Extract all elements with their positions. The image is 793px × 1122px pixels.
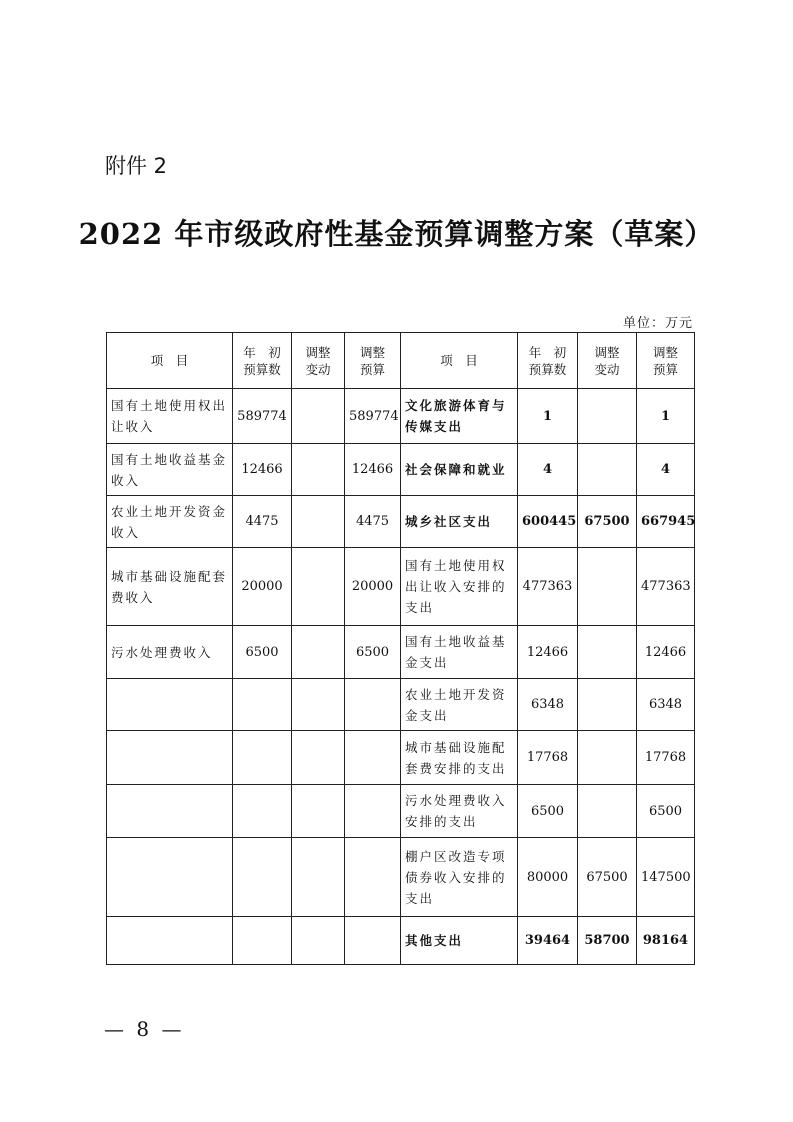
- expense-initial: 39464: [518, 917, 578, 965]
- header-change2-line1: 调整: [594, 344, 620, 360]
- table-row: [107, 548, 695, 626]
- expense-item: 国有土地使用权出让收入安排的支出: [401, 548, 518, 626]
- revenue-item: 国有土地收益基金收入: [107, 444, 233, 496]
- page-title: 2022 年市级政府性基金预算调整方案（草案）: [78, 217, 715, 251]
- revenue-item: 农业土地开发资金收入: [107, 496, 233, 548]
- budget-table: [106, 332, 695, 965]
- revenue-adjusted: 6500: [345, 626, 401, 679]
- expense-adjusted: 6500: [637, 785, 695, 838]
- revenue-initial: [233, 917, 292, 965]
- revenue-change: [292, 917, 345, 965]
- expense-initial: 80000: [518, 838, 578, 917]
- expense-item: 污水处理费收入安排的支出: [401, 785, 518, 838]
- revenue-item: [107, 838, 233, 917]
- revenue-change: [292, 496, 345, 548]
- header-adjusted2: [637, 333, 695, 389]
- expense-initial: 17768: [518, 731, 578, 785]
- expense-change: 58700: [578, 917, 637, 965]
- header-adjusted-line2: 预算: [359, 361, 385, 377]
- expense-item: 其他支出: [401, 917, 518, 965]
- expense-initial: 4: [518, 444, 578, 496]
- revenue-adjusted: [345, 917, 401, 965]
- expense-adjusted: 667945: [637, 496, 695, 548]
- expense-initial: 12466: [518, 626, 578, 679]
- header-initial-line2: 预算数: [243, 361, 281, 377]
- header-initial2-line2: 预算数: [528, 361, 567, 377]
- table-header-row: [107, 333, 695, 389]
- expense-change: [578, 626, 637, 679]
- attachment-label: 附件 2: [105, 154, 168, 178]
- revenue-change: [292, 731, 345, 785]
- revenue-adjusted: 4475: [345, 496, 401, 548]
- header-item2: 项 目: [401, 333, 518, 389]
- revenue-change: [292, 548, 345, 626]
- expense-adjusted: 477363: [637, 548, 695, 626]
- expense-initial: 477363: [518, 548, 578, 626]
- expense-change: [578, 444, 637, 496]
- header-adjusted: [345, 333, 401, 389]
- expense-item: 棚户区改造专项债券收入安排的支出: [401, 838, 518, 917]
- revenue-adjusted: [345, 785, 401, 838]
- revenue-initial: 12466: [233, 444, 292, 496]
- table-row: [107, 389, 695, 444]
- expense-item: 城乡社区支出: [401, 496, 518, 548]
- revenue-change: [292, 389, 345, 444]
- table-row: [107, 679, 695, 731]
- revenue-adjusted: 12466: [345, 444, 401, 496]
- expense-adjusted: 12466: [637, 626, 695, 679]
- table-row: [107, 785, 695, 838]
- page-number: — 8 —: [104, 1017, 185, 1041]
- header-adjusted-line1: 调整: [359, 344, 385, 360]
- header-item: 项 目: [107, 333, 233, 389]
- expense-change: [578, 389, 637, 444]
- expense-initial: 600445: [518, 496, 578, 548]
- table-row: [107, 731, 695, 785]
- expense-change: 67500: [578, 838, 637, 917]
- expense-adjusted: 147500: [637, 838, 695, 917]
- header-adjusted2-line2: 预算: [652, 361, 678, 377]
- expense-change: [578, 731, 637, 785]
- expense-adjusted: 17768: [637, 731, 695, 785]
- revenue-initial: 589774: [233, 389, 292, 444]
- revenue-item: [107, 731, 233, 785]
- revenue-change: [292, 444, 345, 496]
- header-initial: [233, 333, 292, 389]
- header-adjusted2-line1: 调整: [652, 344, 678, 360]
- revenue-item: [107, 679, 233, 731]
- table-row: [107, 917, 695, 965]
- expense-adjusted: 6348: [637, 679, 695, 731]
- expense-item: 城市基础设施配套费安排的支出: [401, 731, 518, 785]
- expense-item: 文化旅游体育与传媒支出: [401, 389, 518, 444]
- header-initial2-line1: 年 初: [528, 344, 567, 360]
- revenue-item: 城市基础设施配套费收入: [107, 548, 233, 626]
- expense-change: [578, 548, 637, 626]
- header-change-line1: 调整: [305, 344, 331, 360]
- table-row: [107, 496, 695, 548]
- expense-initial: 6500: [518, 785, 578, 838]
- expense-adjusted: 1: [637, 389, 695, 444]
- expense-initial: 6348: [518, 679, 578, 731]
- table-row: [107, 444, 695, 496]
- revenue-adjusted: [345, 838, 401, 917]
- revenue-adjusted: 589774: [345, 389, 401, 444]
- expense-initial: 1: [518, 389, 578, 444]
- table-row: [107, 838, 695, 917]
- revenue-initial: [233, 679, 292, 731]
- revenue-initial: 6500: [233, 626, 292, 679]
- header-initial2: [518, 333, 578, 389]
- revenue-adjusted: [345, 679, 401, 731]
- revenue-initial: [233, 838, 292, 917]
- revenue-item: 国有土地使用权出让收入: [107, 389, 233, 444]
- revenue-adjusted: [345, 731, 401, 785]
- table-row: [107, 626, 695, 679]
- expense-item: 国有土地收益基金支出: [401, 626, 518, 679]
- revenue-change: [292, 679, 345, 731]
- expense-change: [578, 679, 637, 731]
- expense-item: 社会保障和就业: [401, 444, 518, 496]
- expense-change: 67500: [578, 496, 637, 548]
- revenue-item: [107, 785, 233, 838]
- expense-adjusted: 98164: [637, 917, 695, 965]
- revenue-item: [107, 917, 233, 965]
- header-change: [292, 333, 345, 389]
- revenue-change: [292, 785, 345, 838]
- revenue-adjusted: 20000: [345, 548, 401, 626]
- expense-change: [578, 785, 637, 838]
- revenue-initial: [233, 785, 292, 838]
- header-change2: [578, 333, 637, 389]
- header-change2-line2: 变动: [594, 361, 620, 377]
- unit-label: 单位：万元: [622, 316, 693, 331]
- revenue-initial: [233, 731, 292, 785]
- revenue-initial: 4475: [233, 496, 292, 548]
- revenue-change: [292, 626, 345, 679]
- header-initial-line1: 年 初: [243, 344, 281, 360]
- header-change-line2: 变动: [305, 361, 331, 377]
- revenue-initial: 20000: [233, 548, 292, 626]
- revenue-change: [292, 838, 345, 917]
- expense-item: 农业土地开发资金支出: [401, 679, 518, 731]
- expense-adjusted: 4: [637, 444, 695, 496]
- revenue-item: 污水处理费收入: [107, 626, 233, 679]
